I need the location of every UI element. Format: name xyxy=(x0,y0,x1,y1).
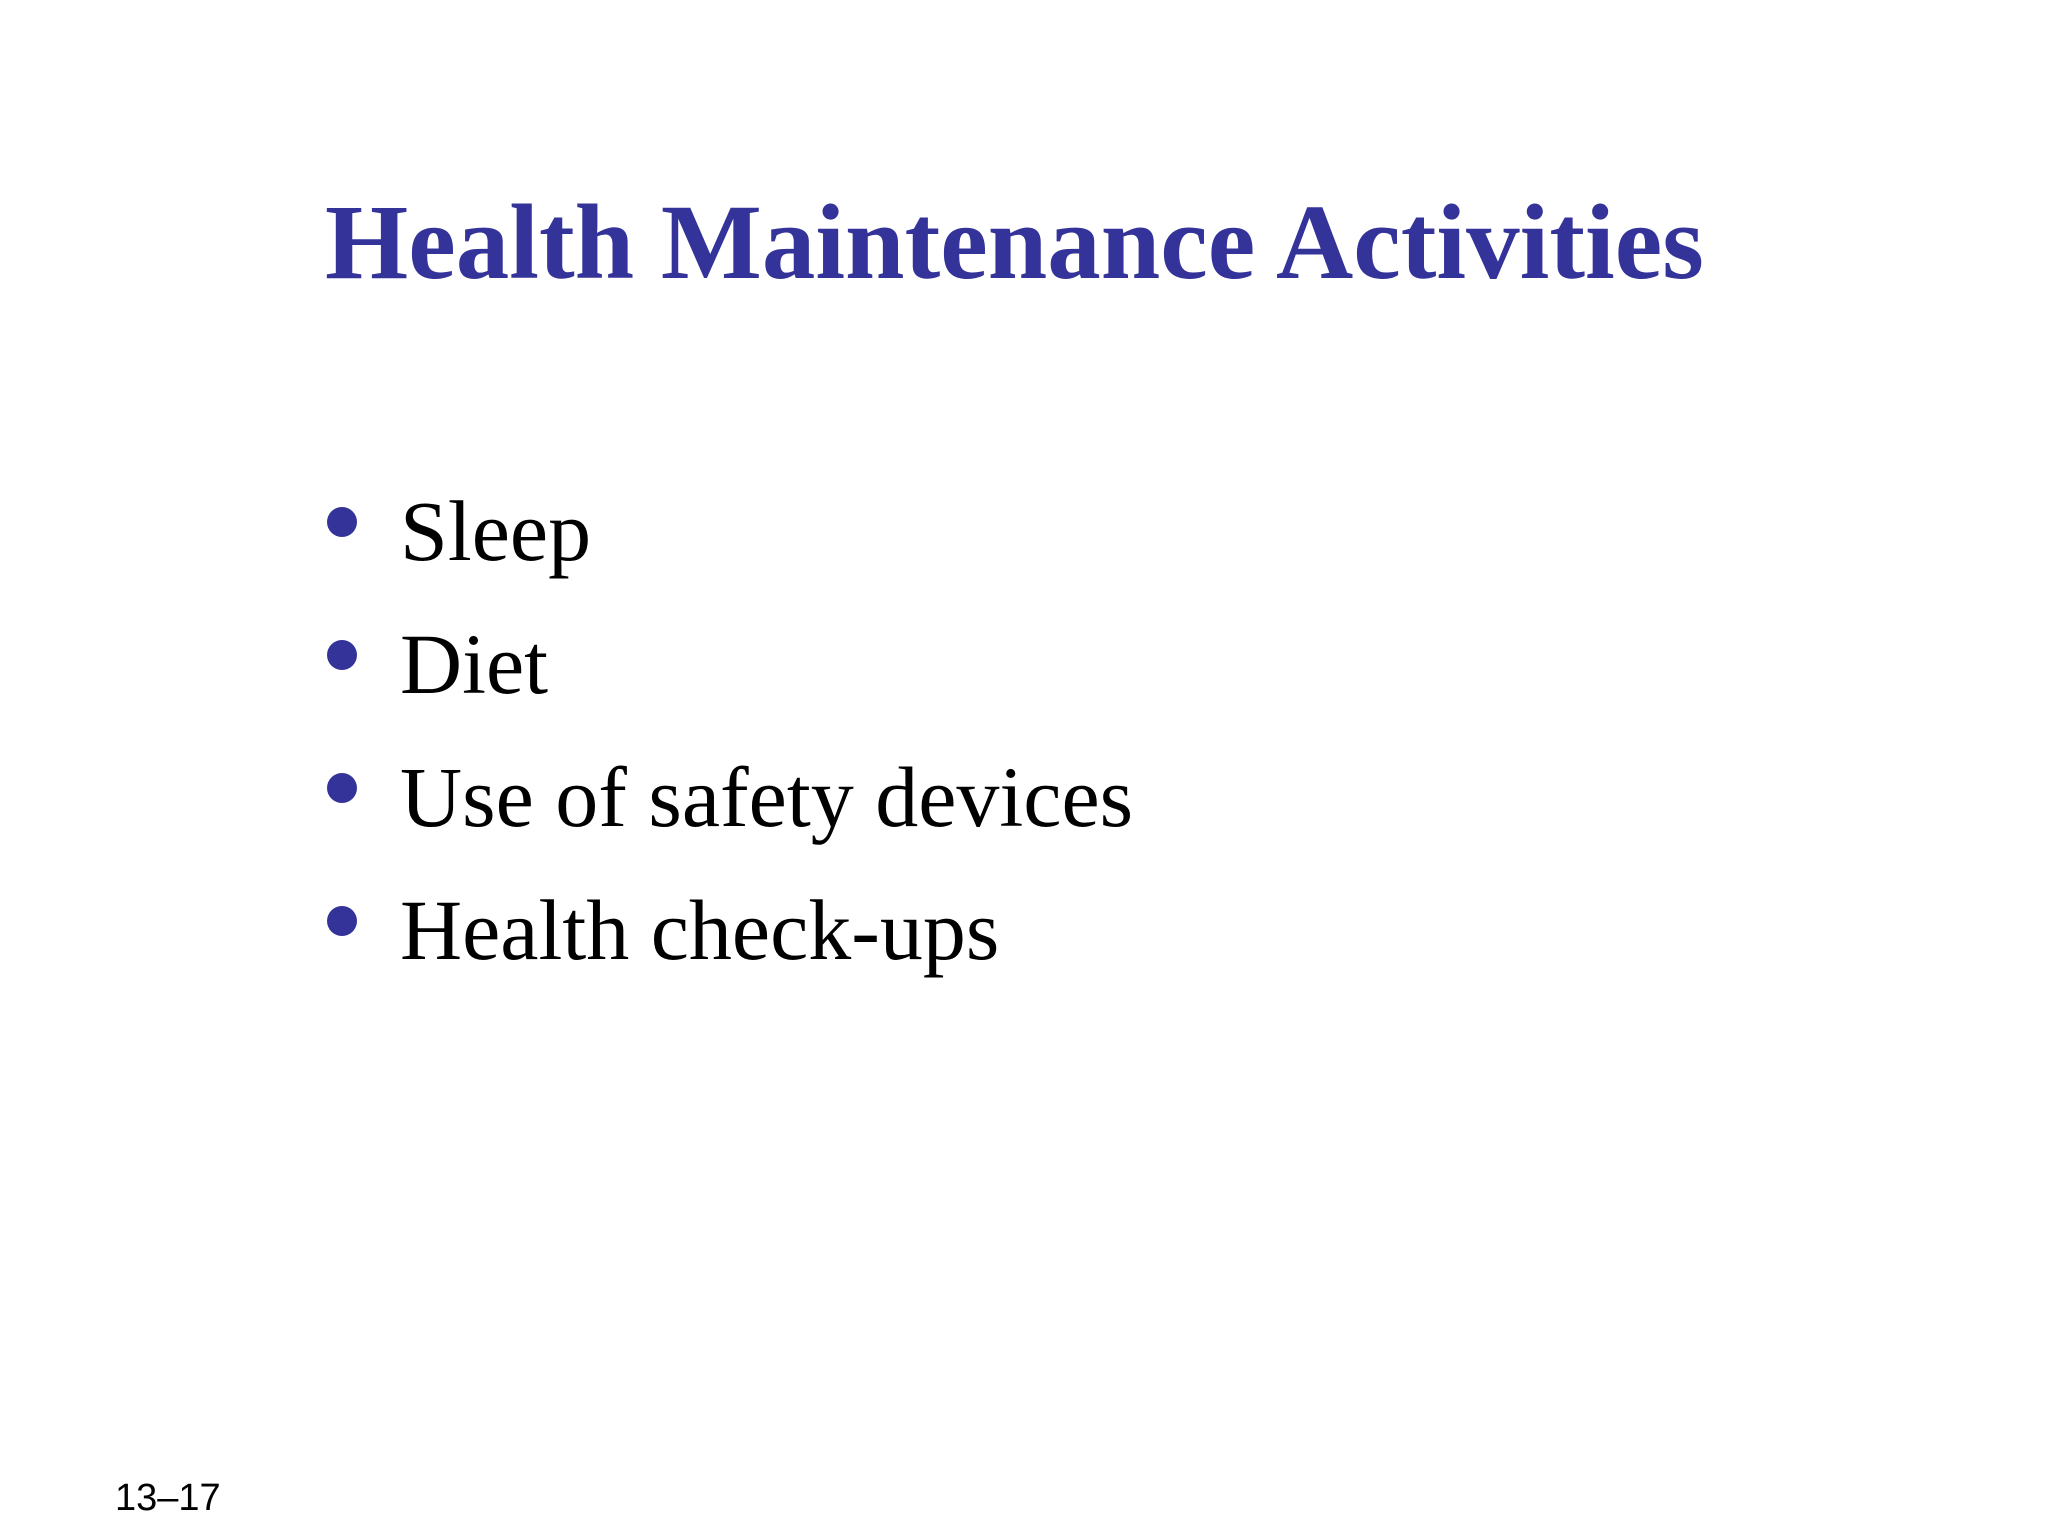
slide-title: Health Maintenance Activities xyxy=(325,184,1704,302)
bullet-text: Sleep xyxy=(400,483,592,579)
bullet-text: Health check-ups xyxy=(400,882,1000,978)
bullet-icon xyxy=(327,906,357,936)
bullet-icon xyxy=(327,640,357,670)
bullet-text: Use of safety devices xyxy=(400,749,1134,845)
bullet-icon xyxy=(327,507,357,537)
bullet-text: Diet xyxy=(400,616,549,712)
slide-number: 13–17 xyxy=(115,1477,221,1519)
bullet-icon xyxy=(327,773,357,803)
